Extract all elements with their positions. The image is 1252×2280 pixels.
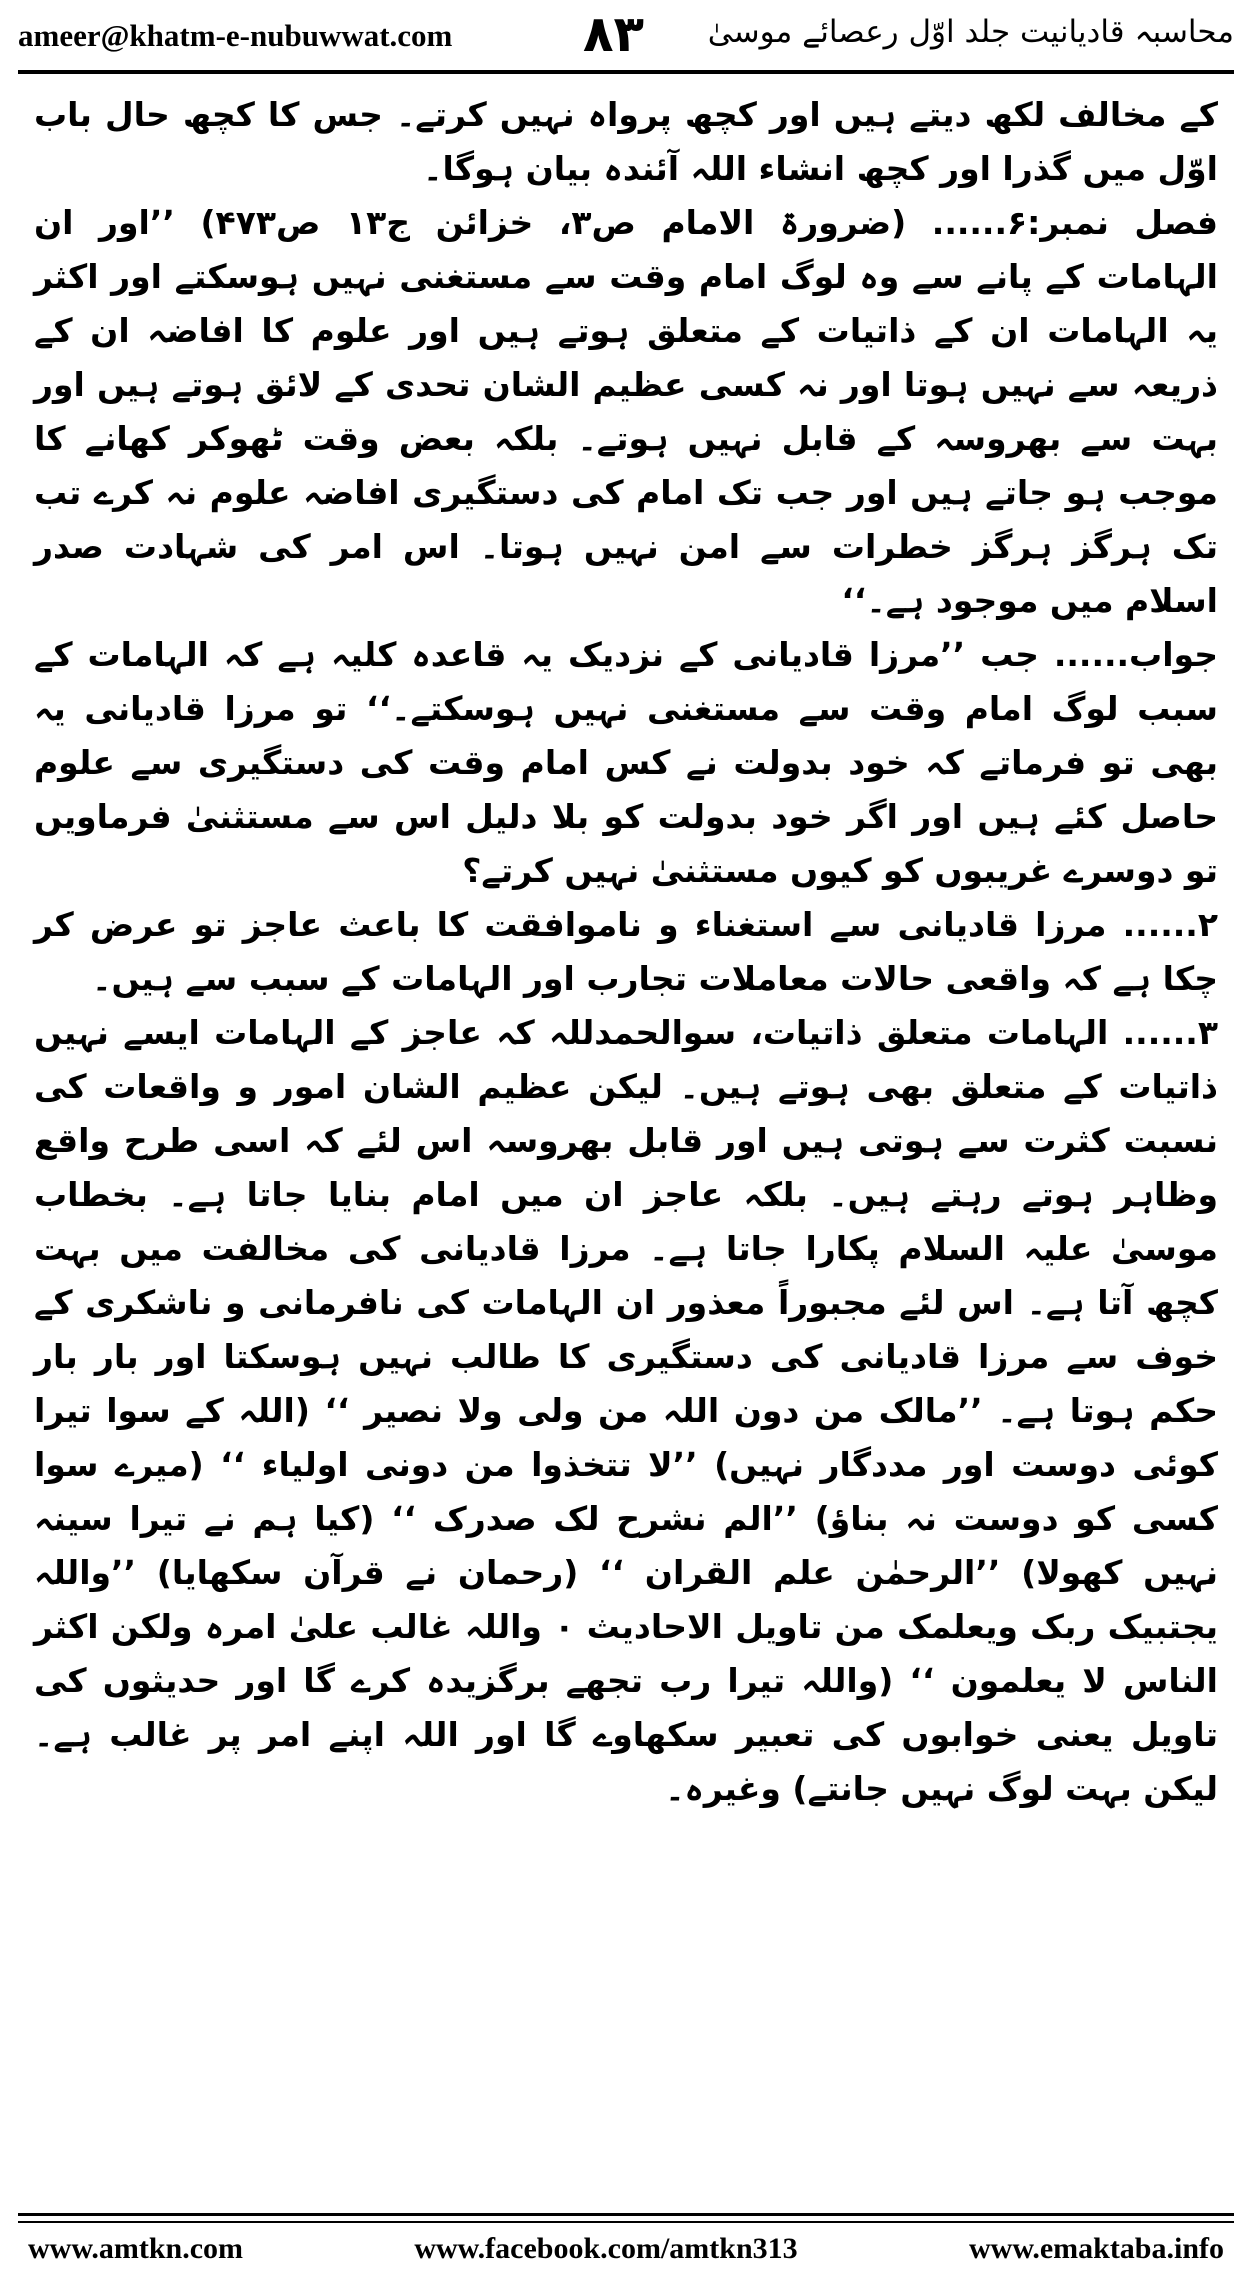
page-header bbox=[18, 5, 1234, 63]
footer-link-emaktaba[interactable]: www.emaktaba.info bbox=[968, 2232, 1224, 2265]
point-2-text: مرزا قادیانی سے استغناء و ناموافقت کا باعث عاجز تو عرض کر چکا ہے کہ واقعی حالات معاملات تجارب اور الہامات کے سبب سے ہیں۔ bbox=[34, 905, 1218, 998]
point-2-number: ۲...... bbox=[1122, 905, 1218, 944]
paragraph-1: کے مخالف لکھ دیتے ہیں اور کچھ پرواہ نہیں کرتے۔ جس کا کچھ حال باب اوّل میں گذرا اور کچھ انشاء اللہ آئندہ بیان ہوگا۔ bbox=[34, 95, 1218, 188]
page-footer bbox=[28, 2232, 1224, 2272]
footer-link-facebook[interactable]: www.facebook.com/amtkn313 bbox=[414, 2232, 798, 2265]
page-number: ۸۳ bbox=[583, 5, 645, 63]
paragraph-point-3 bbox=[34, 1006, 1218, 1816]
footer-link-amtkn[interactable]: www.amtkn.com bbox=[28, 2232, 243, 2265]
page-body bbox=[34, 88, 1218, 2178]
paragraph-jawab: جواب...... جب ’’مرزا قادیانی کے نزدیک یہ قاعدہ کلیہ ہے کہ الہامات کے سبب لوگ امام وقت سے مستغنی نہیں ہوسکتے۔‘‘ تو مرزا قادیانی یہ بھی تو فرماتے کہ خود بدولت نے کس امام وقت کی دستگیری سے علوم حاصل کئے ہیں اور اگر خود بدولت کو بلا دلیل اس سے مستثنیٰ فرماویں تو دوسرے غریبوں کو کیوں مستثنیٰ نہیں کرتے؟ bbox=[34, 635, 1218, 890]
header-divider bbox=[18, 70, 1234, 74]
paragraph-point-2 bbox=[34, 898, 1218, 1006]
point-3-number: ۳...... bbox=[1122, 1013, 1218, 1052]
header-email: ameer@khatm-e-nubuwwat.com bbox=[18, 18, 453, 53]
footer-divider-thin bbox=[18, 2221, 1234, 2223]
paragraph-fasl-6: فصل نمبر:۶...... (ضرورۃ الامام ص۳، خزائن ج۱۳ ص۴۷۳) ’’اور ان الہامات کے پانے سے وہ لوگ امام وقت سے مستغنی نہیں ہوسکتے اور اکثر یہ الہامات ان کے ذاتیات کے متعلق ہوتے ہیں اور علوم کا افاضہ ان کے ذریعہ سے نہیں ہوتا اور نہ کسی عظیم الشان تحدی کے لائق ہوتے ہیں اور بہت سے بھروسہ کے قابل نہیں ہوتے۔ بلکہ بعض وقت ٹھوکر کھانے کا موجب ہو جاتے ہیں اور جب تک امام کی دستگیری افاضہ علوم نہ کرے تب تک ہرگز ہرگز خطرات سے امن نہیں ہوتا۔ اس امر کی شہادت صدر اسلام میں موجود ہے۔‘‘ bbox=[34, 203, 1218, 620]
point-3-text: الہامات متعلق ذاتیات، سوالحمدللہ کہ عاجز کے الہامات ایسے نہیں ذاتیات کے متعلق بھی ہوتے ہیں۔ لیکن عظیم الشان امور و واقعات کی نسبت کثرت سے ہوتی ہیں اور قابل بھروسہ اس لئے کہ اسی طرح واقع وظاہر ہوتے رہتے ہیں۔ بلکہ عاجز ان میں امام بنایا جاتا ہے۔ بخطاب موسیٰ علیہ السلام پکارا جاتا ہے۔ مرزا قادیانی کی مخالفت میں بہت کچھ آتا ہے۔ اس لئے مجبوراً معذور ان الہامات کی نافرمانی و ناشکری کے خوف سے مرزا قادیانی کی دستگیری کا طالب نہیں ہوسکتا اور بار بار حکم ہوتا ہے۔ ’’مالک من دون اللہ من ولی ولا نصیر ‘‘ (اللہ کے سوا تیرا کوئی دوست اور مددگار نہیں) ’’لا تتخذوا من دونی اولیاء ‘‘ (میرے سوا کسی کو دوست نہ بناؤ) ’’الم نشرح لک صدرک ‘‘ (کیا ہم نے تیرا سینہ نہیں کھولا) ’’الرحمٰن علم القران ‘‘ (رحمان نے قرآن سکھایا) ’’واللہ یجتبیک ربک ویعلمک من تاویل الاحادیث ۰ واللہ غالب علیٰ امرہ ولکن اکثر الناس لا یعلمون ‘‘ (واللہ تیرا رب تجھے برگزیدہ کرے گا اور حدیثوں کی تاویل یعنی خوابوں کی تعبیر سکھاوے گا اور اللہ اپنے امر پر غالب ہے۔ لیکن بہت لوگ نہیں جانتے) وغیرہ۔ bbox=[34, 1013, 1218, 1808]
footer-divider bbox=[18, 2213, 1234, 2216]
book-title: محاسبہ قادیانیت جلد اوّل رعصائے موسیٰ bbox=[707, 14, 1234, 50]
